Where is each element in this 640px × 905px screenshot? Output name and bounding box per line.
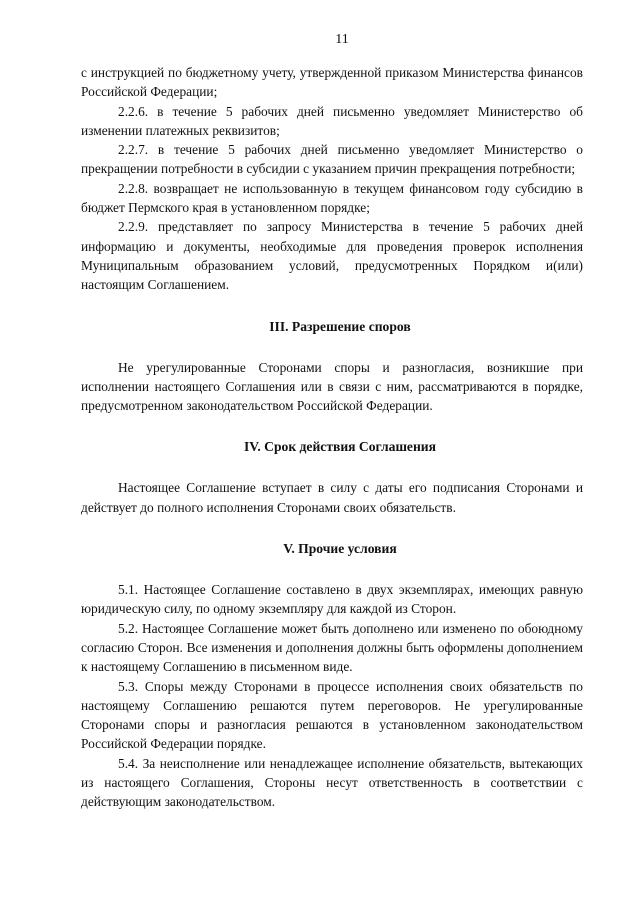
paragraph-2-2-9: 2.2.9. представляет по запросу Министерства в течение 5 рабочих дней информацию и документы, необходимые для проведения проверок исполнения Муниципальным образованием условий, предусмотренных Порядком и(или) настоящим Соглашением.	[81, 219, 583, 293]
paragraph-5-3: 5.3. Споры между Сторонами в процессе исполнения своих обязательств по настоящему Соглашению решаются путем переговоров. Не урегулированные Сторонами споры и разногласия решаются в установленном законодательством Российской Федерации порядке.	[81, 678, 583, 752]
section-3-heading: III. Разрешение споров	[269, 318, 411, 334]
section-4-paragraph: Настоящее Соглашение вступает в силу с даты его подписания Сторонами и действует до полного исполнения Сторонами своих обязательств.	[81, 480, 583, 515]
paragraph-2-2-6: 2.2.6. в течение 5 рабочих дней письменно уведомляет Министерство об изменении платежных реквизитов;	[81, 103, 583, 138]
page-number: 11	[335, 32, 349, 47]
section-3-paragraph: Не урегулированные Сторонами споры и разногласия, возникшие при исполнении настоящего Соглашения или в связи с ним, рассматриваются в порядке, предусмотренном законодательством Российской Федерации.	[81, 359, 583, 414]
paragraph-2-2-8: 2.2.8. возвращает не использованную в текущем финансовом году субсидию в бюджет Пермского края в установленном порядке;	[81, 180, 583, 216]
paragraph-5-4: 5.4. За неисполнение или ненадлежащее исполнение обязательств, вытекающих из настоящего Соглашения, Стороны несут ответственность в соответствии с действующим законодательством.	[81, 755, 583, 810]
paragraph-5-2: 5.2. Настоящее Соглашение может быть дополнено или изменено по обоюдному согласию Сторон. Все изменения и дополнения должны быть оформлены дополнением к настоящему Соглашению в письменном виде.	[81, 620, 583, 675]
section-4-heading: IV. Срок действия Соглашения	[244, 439, 436, 455]
paragraph-continuation: с инструкцией по бюджетному учету, утвержденной приказом Министерства финансов Российской Федерации;	[81, 65, 583, 100]
section-5-heading: V. Прочие условия	[283, 541, 397, 557]
paragraph-5-1: 5.1. Настоящее Соглашение составлено в двух экземплярах, имеющих равную юридическую силу, по одному экземпляру для каждой из Сторон.	[81, 582, 583, 617]
paragraph-2-2-7: 2.2.7. в течение 5 рабочих дней письменно уведомляет Министерство о прекращении потребности в субсидии с указанием причин прекращения потребности;	[81, 142, 583, 177]
